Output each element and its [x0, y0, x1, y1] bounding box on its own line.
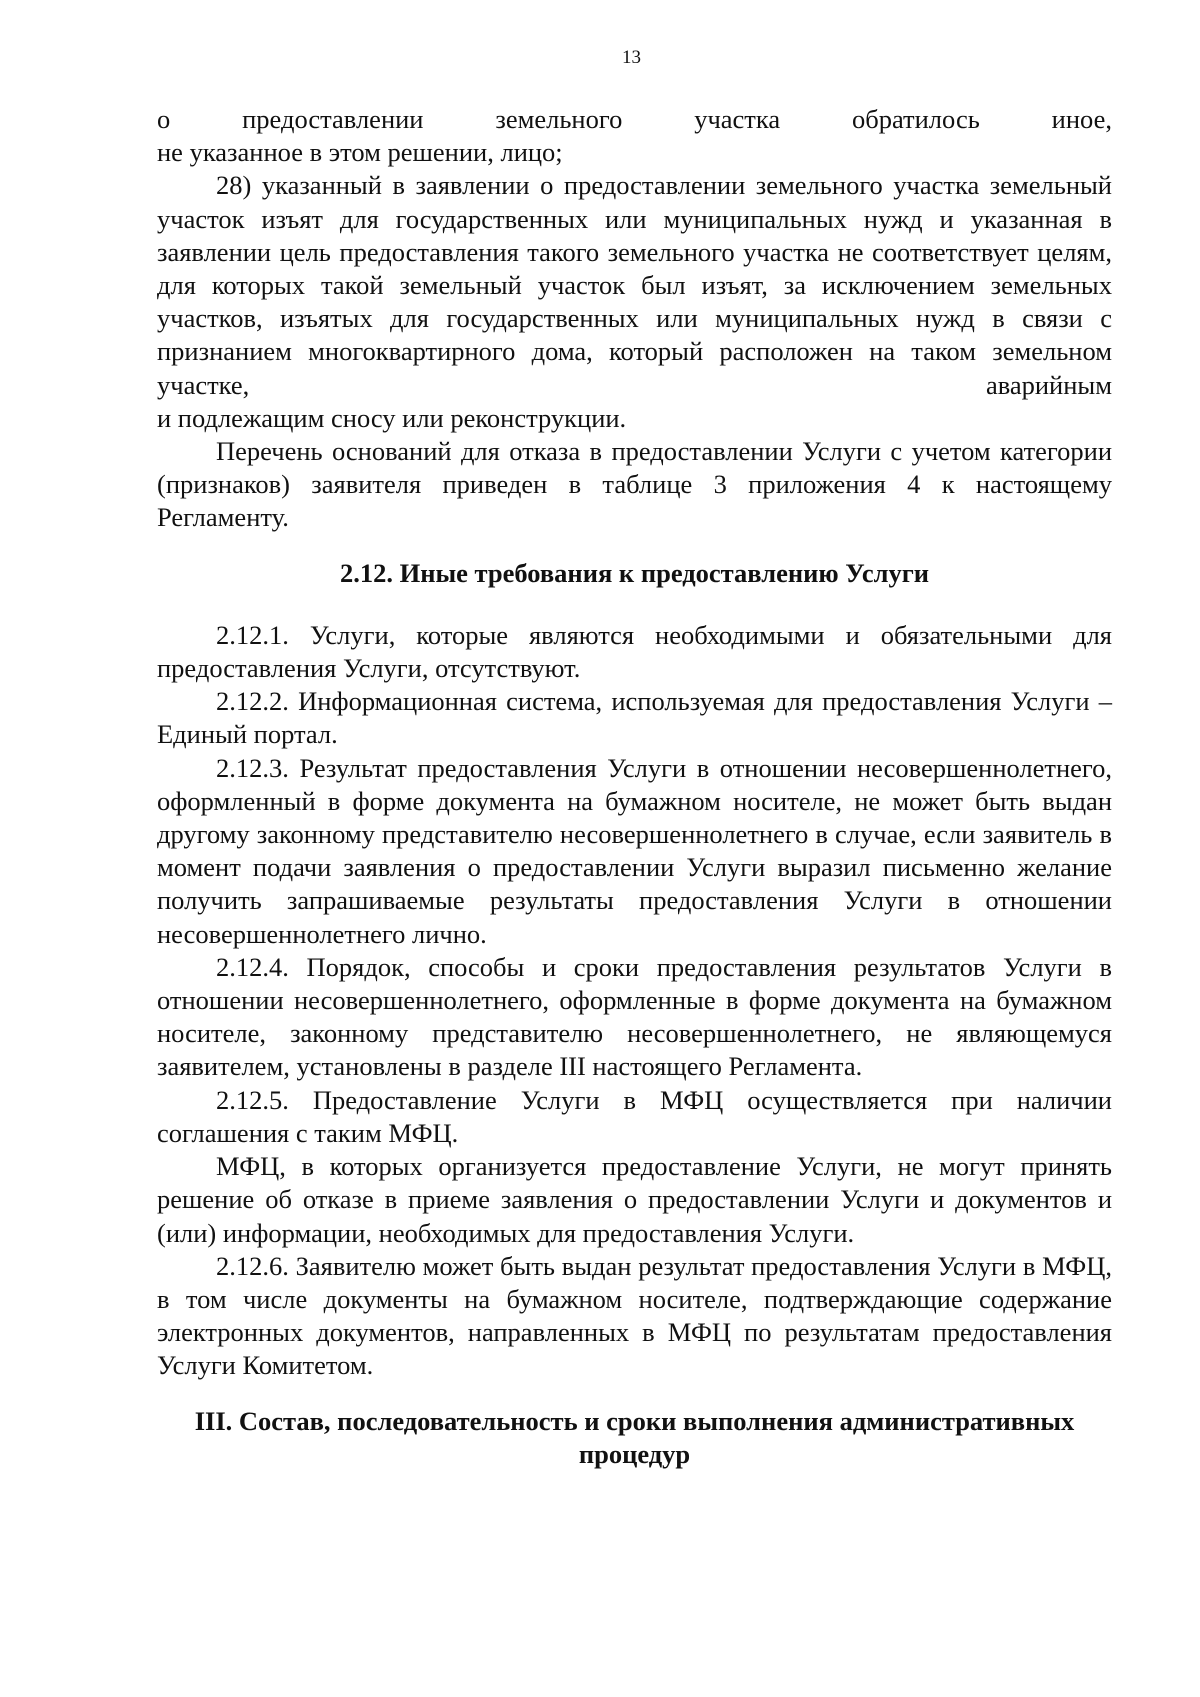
section-heading-2-12: 2.12. Иные требования к предоставлению Услуги — [339, 557, 930, 588]
section-heading-3: III. Состав, последовательность и сроки выполнения административных процедур — [194, 1405, 1075, 1469]
paragraph-refusal-list: Перечень оснований для отказа в предоставлении Услуги с учетом категории (признаков) заявителя приведен в таблице 3 приложения 4 к настоящему Регламенту. — [157, 436, 1112, 533]
paragraph-mfc-refusal: МФЦ, в которых организуется предоставление Услуги, не могут принять решение об отказе в приеме заявления о предоставлении Услуги и документов и (или) информации, необходимых для предоставления Услуги. — [157, 1151, 1112, 1248]
paragraph-2-12-1: 2.12.1. Услуги, которые являются необходимыми и обязательными для предоставления Услуги, отсутствуют. — [157, 619, 1112, 684]
paragraph-continuation-end: не указанное в этом решении, лицо; — [157, 137, 563, 168]
paragraph-2-12-5: 2.12.5. Предоставление Услуги в МФЦ осуществляется при наличии соглашения с таким МФЦ. — [157, 1084, 1112, 1148]
paragraph-2-12-4: 2.12.4. Порядок, способы и сроки предоставления результатов Услуги в отношении несовершеннолетнего, оформленные в форме документа на бумажном носителе, законному представителю несовершеннолетнего, не являющемуся заявителем, установлены в разделе III настоящего Регламента. — [157, 951, 1112, 1082]
paragraph-2-12-3: 2.12.3. Результат предоставления Услуги в отношении несовершеннолетнего, оформленный в форме документа на бумажном носителе, не может быть выдан другому законному представителю несовершеннолетнего в случае, если заявитель в момент подачи заявления о предоставлении Услуги выразил письменно желание получить запрашиваемые результаты предоставления Услуги в отношении несовершеннолетнего лично. — [157, 752, 1112, 949]
page-number: 13 — [622, 47, 641, 68]
paragraph-2-12-2: 2.12.2. Информационная система, используемая для предоставления Услуги – Единый портал. — [157, 686, 1112, 750]
paragraph-continuation-line: о предоставлении земельного участка обратилось иное, — [157, 104, 1112, 134]
paragraph-item-28-end: и подлежащим сносу или реконструкции. — [157, 402, 627, 433]
document-body — [157, 103, 1112, 1471]
paragraph-2-12-6: 2.12.6. Заявителю может быть выдан результат предоставления Услуги в МФЦ, в том числе документы на бумажном носителе, подтверждающие содержание электронных документов, направленных в МФЦ по результатам предоставления Услуги Комитетом. — [157, 1250, 1112, 1381]
paragraph-item-28: 28) указанный в заявлении о предоставлении земельного участка земельный участок изъят для государственных или муниципальных нужд и указанная в заявлении цель предоставления такого земельного участка не соответствует целям, для которых такой земельный участок был изъят, за исключением земельных участков, изъятых для государственных или муниципальных нужд в связи с признанием многоквартирного дома, который расположен на таком земельном участке, аварийным — [157, 170, 1112, 400]
